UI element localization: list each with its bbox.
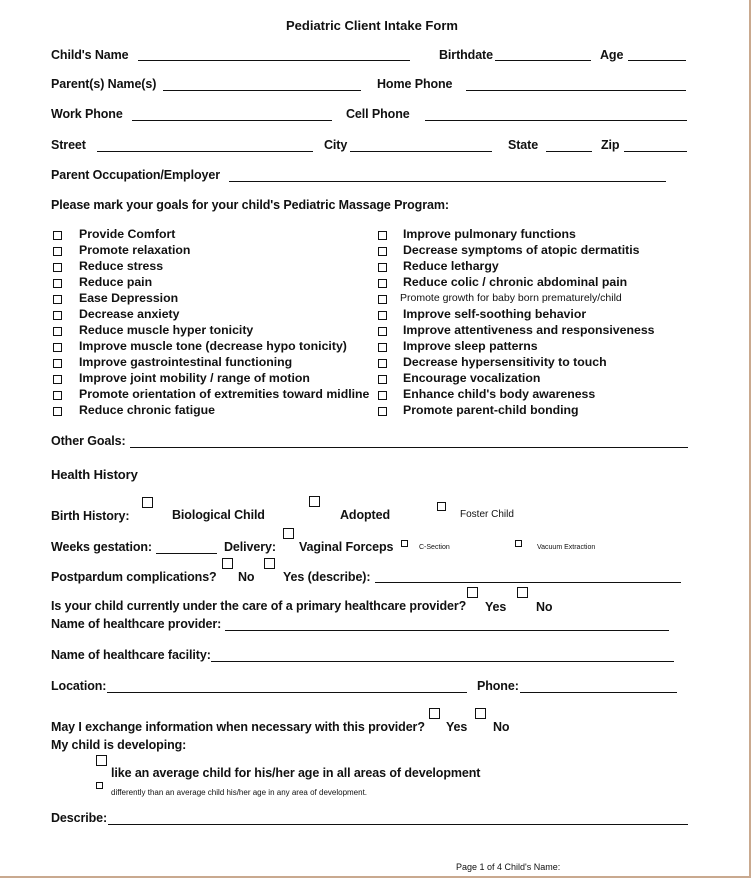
adopted-label: Adopted <box>340 508 390 522</box>
location-label: Location: <box>51 679 107 693</box>
c-section-label: C-Section <box>419 544 450 551</box>
goal-checkbox[interactable] <box>53 279 62 288</box>
describe-label: Describe: <box>51 811 108 825</box>
vaginal-checkbox[interactable] <box>283 528 294 539</box>
parents-name-field[interactable] <box>163 90 361 91</box>
postpartum-yes-label: Yes (describe): <box>283 570 371 584</box>
work-phone-field[interactable] <box>132 120 332 121</box>
postpartum-describe-field[interactable] <box>375 582 681 583</box>
goal-checkbox[interactable] <box>378 343 387 352</box>
facility-name-label: Name of healthcare facility: <box>51 648 211 662</box>
zip-label: Zip <box>601 138 620 152</box>
phone-field[interactable] <box>520 692 677 693</box>
facility-name-field[interactable] <box>211 661 674 662</box>
provider-name-label: Name of healthcare provider: <box>51 617 222 631</box>
exchange-yes-checkbox[interactable] <box>429 708 440 719</box>
goal-checkbox[interactable] <box>378 327 387 336</box>
state-field[interactable] <box>546 151 592 152</box>
dev-different-checkbox[interactable] <box>96 782 103 789</box>
goal-label: Promote relaxation <box>79 243 191 257</box>
goal-checkbox[interactable] <box>53 407 62 416</box>
other-goals-label: Other Goals: <box>51 434 126 448</box>
other-goals-field[interactable] <box>130 447 688 448</box>
home-phone-label: Home Phone <box>377 77 453 91</box>
c-section-checkbox[interactable] <box>401 540 408 547</box>
goal-checkbox[interactable] <box>53 359 62 368</box>
goal-label: Improve joint mobility / range of motion <box>79 371 310 385</box>
cell-phone-label: Cell Phone <box>346 107 410 121</box>
goal-label: Improve sleep patterns <box>403 339 538 353</box>
primary-care-yes-checkbox[interactable] <box>467 587 478 598</box>
goal-label: Promote orientation of extremities toward midline <box>79 387 370 401</box>
biological-child-checkbox[interactable] <box>142 497 153 508</box>
postpartum-yes-checkbox[interactable] <box>264 558 275 569</box>
goal-label: Decrease hypersensitivity to touch <box>403 355 607 369</box>
childs-name-field[interactable] <box>138 60 410 61</box>
dev-average-checkbox[interactable] <box>96 755 107 766</box>
goal-checkbox[interactable] <box>378 359 387 368</box>
childs-name-label: Child's Name <box>51 48 129 62</box>
goal-checkbox[interactable] <box>53 327 62 336</box>
vaginal-forceps-label: Vaginal Forceps <box>299 540 394 554</box>
age-label: Age <box>600 48 624 62</box>
goal-label: Improve attentiveness and responsiveness <box>403 323 655 337</box>
goal-checkbox[interactable] <box>53 391 62 400</box>
weeks-gestation-label: Weeks gestation: <box>51 540 152 554</box>
biological-child-label: Biological Child <box>172 508 265 522</box>
goal-label: Provide Comfort <box>79 227 176 241</box>
primary-care-no-checkbox[interactable] <box>517 587 528 598</box>
goal-label: Improve gastrointestinal functioning <box>79 355 293 369</box>
goal-checkbox[interactable] <box>53 247 62 256</box>
goal-checkbox[interactable] <box>378 263 387 272</box>
dev-different-label: differently than an average child his/her age in any area of development. <box>111 788 368 797</box>
goal-checkbox[interactable] <box>378 231 387 240</box>
birth-history-label: Birth History: <box>51 509 130 523</box>
goal-label: Reduce colic / chronic abdominal pain <box>403 275 628 289</box>
goal-label: Promote growth for baby born prematurely/child <box>400 292 622 304</box>
goal-label: Reduce pain <box>79 275 153 289</box>
occupation-label: Parent Occupation/Employer <box>51 168 220 182</box>
goal-checkbox[interactable] <box>378 375 387 384</box>
exchange-no-label: No <box>493 720 510 734</box>
exchange-yes-label: Yes <box>446 720 468 734</box>
street-label: Street <box>51 138 86 152</box>
dev-average-label: like an average child for his/her age in all areas of development <box>111 766 481 780</box>
primary-care-yes-label: Yes <box>485 600 507 614</box>
goal-checkbox[interactable] <box>53 263 62 272</box>
postpartum-no-label: No <box>238 570 255 584</box>
foster-child-label: Foster Child <box>460 509 514 520</box>
goal-label: Enhance child's body awareness <box>403 387 596 401</box>
primary-care-no-label: No <box>536 600 553 614</box>
goal-checkbox[interactable] <box>378 295 387 304</box>
occupation-field[interactable] <box>229 181 666 182</box>
goal-label: Ease Depression <box>79 291 179 305</box>
goal-label: Improve pulmonary functions <box>403 227 576 241</box>
home-phone-field[interactable] <box>466 90 686 91</box>
postpartum-no-checkbox[interactable] <box>222 558 233 569</box>
goal-label: Reduce chronic fatigue <box>79 403 215 417</box>
goal-label: Decrease anxiety <box>79 307 180 321</box>
goal-label: Reduce lethargy <box>403 259 499 273</box>
vacuum-extraction-label: Vacuum Extraction <box>537 544 596 551</box>
goal-label: Reduce stress <box>79 259 164 273</box>
state-label: State <box>508 138 539 152</box>
goal-checkbox[interactable] <box>53 375 62 384</box>
goal-checkbox[interactable] <box>378 279 387 288</box>
goal-label: Encourage vocalization <box>403 371 541 385</box>
city-field[interactable] <box>350 151 492 152</box>
developing-label: My child is developing: <box>51 738 187 752</box>
exchange-question: May I exchange information when necessary with this provider? <box>51 720 425 734</box>
goal-checkbox[interactable] <box>378 407 387 416</box>
describe-field[interactable] <box>108 824 688 825</box>
goal-checkbox[interactable] <box>53 231 62 240</box>
goals-prompt: Please mark your goals for your child's Pediatric Massage Program: <box>51 198 449 212</box>
goal-checkbox[interactable] <box>378 311 387 320</box>
goal-label: Improve self-soothing behavior <box>403 307 587 321</box>
work-phone-label: Work Phone <box>51 107 123 121</box>
location-field[interactable] <box>107 692 467 693</box>
goal-checkbox[interactable] <box>378 391 387 400</box>
goal-checkbox[interactable] <box>53 295 62 304</box>
adopted-checkbox[interactable] <box>309 496 320 507</box>
goal-checkbox[interactable] <box>53 343 62 352</box>
street-field[interactable] <box>97 151 313 152</box>
postpartum-label: Postpardum complications? <box>51 570 217 584</box>
page-footer: Page 1 of 4 Child's Name: <box>456 862 561 872</box>
goal-checkbox[interactable] <box>378 247 387 256</box>
parents-name-label: Parent(s) Name(s) <box>51 77 157 91</box>
form-title: Pediatric Client Intake Form <box>286 18 458 33</box>
cell-phone-field[interactable] <box>425 120 687 121</box>
goal-label: Promote parent-child bonding <box>403 403 579 417</box>
vacuum-extraction-checkbox[interactable] <box>515 540 522 547</box>
exchange-no-checkbox[interactable] <box>475 708 486 719</box>
weeks-gestation-field[interactable] <box>156 553 217 554</box>
health-history-heading: Health History <box>51 467 138 482</box>
phone-label: Phone: <box>477 679 519 693</box>
goal-checkbox[interactable] <box>53 311 62 320</box>
birthdate-label: Birthdate <box>439 48 493 62</box>
goal-label: Decrease symptoms of atopic dermatitis <box>403 243 640 257</box>
goal-label: Improve muscle tone (decrease hypo tonicity) <box>79 339 347 353</box>
city-label: City <box>324 138 348 152</box>
goal-label: Reduce muscle hyper tonicity <box>79 323 254 337</box>
age-field[interactable] <box>628 60 686 61</box>
foster-child-checkbox[interactable] <box>437 502 446 511</box>
delivery-label: Delivery: <box>224 540 276 554</box>
provider-name-field[interactable] <box>225 630 669 631</box>
birthdate-field[interactable] <box>495 60 591 61</box>
primary-care-question: Is your child currently under the care of a primary healthcare provider? <box>51 599 467 613</box>
zip-field[interactable] <box>624 151 687 152</box>
